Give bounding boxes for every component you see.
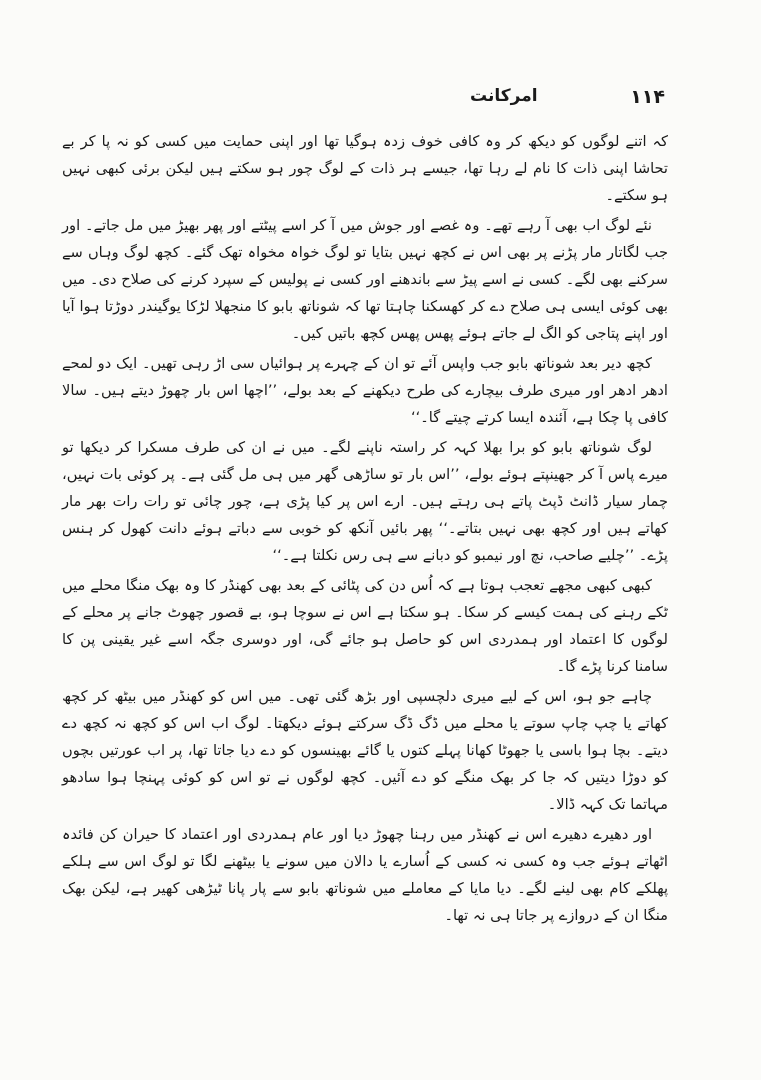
page-number: ۱۱۴ xyxy=(630,86,665,108)
body-text xyxy=(62,128,668,932)
paragraph: نئے لوگ اب بھی آ رہے تھے۔ وہ غصے اور جوش میں آ کر اسے پیٹتے اور پھر بھیڑ میں مل جاتے۔ اور جب لگاتار مار پڑنے پر بھی اس نے کچھ نہیں بتایا تو لوگ خواہ مخواہ تھک گئے۔ کچھ لوگ وہاں سے سرکنے بھی لگے۔ کسی نے اسے پیڑ سے باندھنے اور کسی نے پولیس کے سپرد کرنے کی صلاح دی۔ میں بھی کوئی ایسی ہی صلاح دے کر کھسکنا چاہتا تھا کہ شوناتھ بابو کا منجھلا لڑکا یوگیندر دوڑتا ہوا آیا اور اپنے پتاجی کو الگ لے جاتے ہوئے پھس پھس کچھ باتیں کیں۔ xyxy=(62,217,668,342)
paragraph: کبھی کبھی مجھے تعجب ہوتا ہے کہ اُس دن کی پٹائی کے بعد بھی کھنڈر کا وہ بھک منگا محلے میں ٹکے رہنے کی ہمت کیسے کر سکا۔ ہو سکتا ہے اس نے سوچا ہو، بے قصور چھوٹ جانے پر محلے کے لوگوں کا اعتماد اور ہمدردی اس کو حاصل ہو جائے گی، اور دوسری جگہ اسے غیر یقینی پن کا سامنا کرنا پڑے گا۔ xyxy=(62,577,668,675)
paragraph: اور دھیرے دھیرے اس نے کھنڈر میں رہنا چھوڑ دیا اور عام ہمدردی اور اعتماد کا حیران کن فائدہ اٹھاتے ہوئے جب وہ کسی نہ کسی کے اُسارے یا دالان میں سونے یا بیٹھنے لگا تو لوگ اس سے ہلکے پھلکے کام بھی لینے لگے۔ دیا مایا کے معاملے میں شوناتھ بابو سے پار پانا ٹیڑھی کھیر ہے، لیکن بھک منگا ان کے دروازے پر جاتا ہی نہ تھا۔ xyxy=(62,826,668,924)
paragraph: کچھ دیر بعد شوناتھ بابو جب واپس آئے تو ان کے چہرے پر ہوائیاں سی اڑ رہی تھیں۔ ایک دو لمحے ادھر ادھر اور میری طرف بیچارے کی طرح دیکھنے کے بعد بولے، ’’اچھا اس بار چھوڑ دیتے ہیں۔ سالا کافی پا چکا ہے، آئندہ ایسا کرتے چیتے گا۔‘‘ xyxy=(62,355,668,426)
paragraph: چاہے جو ہو، اس کے لیے میری دلچسپی اور بڑھ گئی تھی۔ میں اس کو کھنڈر میں بیٹھ کر کچھ کھاتے یا چپ چاپ سوتے یا محلے میں ڈگ ڈگ سرکتے ہوئے دیکھتا۔ لوگ اب اس کو کچھ نہ کچھ دے دیتے۔ بچا ہوا باسی یا جھوٹا کھانا پہلے کتوں یا گائے بھینسوں کو دے دیا جاتا تھا، پر اب عورتیں بچوں کو دوڑا دیتیں کہ جا کر بھک منگے کو دے آئیں۔ کچھ لوگوں نے تو اس کو کوئی پہنچا ہوا سادھو مہاتما تک کہہ ڈالا۔ xyxy=(62,688,668,813)
running-title: امرکانت xyxy=(470,86,538,106)
paragraph: لوگ شوناتھ بابو کو برا بھلا کہہ کر راستہ ناپنے لگے۔ میں نے ان کی طرف مسکرا کر دیکھا تو میرے پاس آ کر جھینپتے ہوئے بولے، ’’اس بار تو ساڑھی گھر میں ہی مل گئی ہے۔ پر کوئی بات نہیں، چمار سیار ڈانٹ ڈپٹ پاتے ہی رہتے ہیں۔ ارے اس پر کیا پڑی ہے، چور چائی تو رات رات بھر مار کھاتے ہیں اور کچھ بھی نہیں بتاتے۔‘‘ پھر بائیں آنکھ کو خوبی سے دباتے ہوئے دانت کھول کر ہنس پڑے۔ ’’چلیے صاحب، نچ اور نیمبو کو دبانے سے ہی رس نکلتا ہے۔‘‘ xyxy=(62,439,668,564)
paragraph: کہ اتنے لوگوں کو دیکھ کر وہ کافی خوف زدہ ہوگیا تھا اور اپنی حمایت میں کسی کو نہ پا کر بے تحاشا اپنی ذات کا نام لے رہا تھا، جیسے ہر ذات کے لوگ چور ہو سکتے ہیں لیکن برئی کبھی نہیں ہو سکتے۔ xyxy=(62,133,668,204)
page-header xyxy=(470,86,665,112)
